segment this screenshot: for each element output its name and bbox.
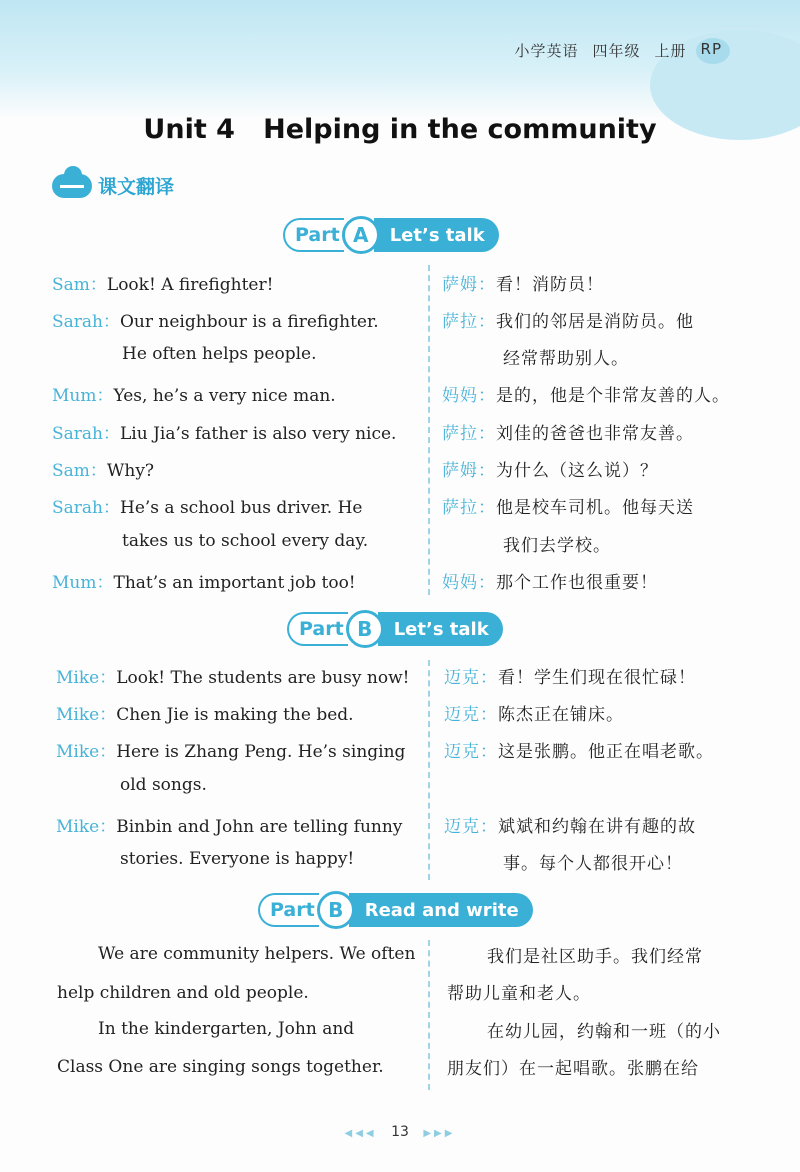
en-text: Liu Jia’s father is also very nice.: [120, 424, 397, 444]
zh-text: 我们去学校。: [503, 536, 611, 556]
zh-speaker: 萨拉：: [442, 498, 496, 518]
en-line: [52, 419, 396, 444]
zh-line: [442, 381, 730, 406]
part-b-read-badge: [258, 893, 533, 927]
part-letter: A: [342, 216, 380, 254]
en-speaker: Mike：: [56, 742, 117, 762]
en-text: Binbin and John are telling funny: [116, 817, 403, 837]
zh-text: 是的，他是个非常友善的人。: [496, 386, 730, 406]
right-arrows-icon: ▶▶▶: [423, 1128, 456, 1139]
en-line: [52, 307, 379, 332]
en-speaker: Sam：: [52, 275, 107, 295]
zh-speaker: 萨姆：: [442, 275, 496, 295]
read-zh-line: 我们是社区助手。我们经常: [487, 947, 703, 967]
en-speaker: Mike：: [56, 668, 117, 688]
en-text: Look! The students are busy now!: [116, 668, 410, 688]
en-line: [122, 531, 368, 551]
part-letter: B: [317, 891, 355, 929]
header-grade: 四年级: [592, 42, 641, 60]
read-en-line: In the kindergarten, John and: [98, 1019, 355, 1039]
zh-line: [444, 700, 624, 725]
zh-speaker: 妈妈：: [442, 573, 496, 593]
zh-text: 那个工作也很重要！: [496, 573, 658, 593]
zh-line: [442, 419, 694, 444]
page-num: 13: [391, 1124, 409, 1140]
column-divider: [428, 265, 430, 595]
part-letter: B: [346, 610, 384, 648]
zh-text: 事。每个人都很开心！: [503, 854, 683, 874]
en-speaker: Mike：: [56, 817, 117, 837]
en-line: [52, 493, 362, 518]
zh-speaker: 萨拉：: [442, 424, 496, 444]
en-line: [56, 812, 402, 837]
en-text: Yes, he’s a very nice man.: [113, 386, 336, 406]
page-title: Unit 4 Helping in the community: [143, 114, 657, 145]
en-text: Why?: [106, 461, 155, 481]
en-text: Look! A firefighter!: [106, 275, 274, 295]
zh-text: 我们的邻居是消防员。他: [496, 312, 694, 332]
zh-text: 这是张鹏。他正在唱老歌。: [498, 742, 714, 762]
zh-speaker: 迈克：: [444, 817, 498, 837]
part-b-talk-badge: [287, 612, 503, 646]
zh-text: 经常帮助别人。: [503, 349, 629, 369]
zh-line: [442, 270, 604, 295]
part-a-badge: [283, 218, 499, 252]
en-speaker: Sarah：: [52, 498, 120, 518]
read-en-line: help children and old people.: [57, 983, 309, 1003]
en-line: [56, 700, 354, 725]
left-arrows-icon: ◀◀◀: [344, 1128, 377, 1139]
section-title: 课文翻译: [98, 176, 175, 198]
zh-text: 为什么（这么说）？: [496, 461, 658, 481]
en-line: [56, 737, 405, 762]
zh-text: 他是校车司机。他每天送: [496, 498, 694, 518]
zh-text: 看！消防员！: [496, 275, 604, 295]
zh-speaker: 迈克：: [444, 742, 498, 762]
en-text: Chen Jie is making the bed.: [116, 705, 354, 725]
zh-speaker: 萨姆：: [442, 461, 496, 481]
zh-text: 看！学生们现在很忙碌！: [498, 668, 696, 688]
zh-line: [442, 493, 694, 518]
en-speaker: Mike：: [56, 705, 117, 725]
en-line: [52, 568, 356, 593]
en-text: Here is Zhang Peng. He’s singing: [116, 742, 406, 762]
en-text: takes us to school every day.: [122, 531, 369, 551]
column-divider: [428, 660, 430, 880]
part-label: Part: [287, 612, 348, 646]
en-speaker: Sarah：: [52, 312, 120, 332]
read-en-line: Class One are singing songs together.: [57, 1057, 384, 1077]
en-text: He often helps people.: [122, 344, 317, 364]
en-line: [52, 381, 336, 406]
part-label: Part: [258, 893, 319, 927]
en-line: [56, 663, 409, 688]
en-line: [52, 270, 273, 295]
zh-line: [442, 456, 658, 481]
zh-line: [444, 663, 696, 688]
en-text: That’s an important job too!: [113, 573, 356, 593]
zh-speaker: 萨拉：: [442, 312, 496, 332]
read-zh-line: 在幼儿园，约翰和一班（的小: [487, 1022, 721, 1042]
zh-speaker: 迈克：: [444, 668, 498, 688]
zh-line: [442, 568, 658, 593]
zh-text: 陈杰正在铺床。: [498, 705, 624, 725]
en-line: [122, 344, 316, 364]
read-zh-line: 帮助儿童和老人。: [447, 984, 591, 1004]
en-speaker: Mum：: [52, 573, 114, 593]
page-number: [0, 1124, 800, 1140]
read-en-line: We are community helpers. We often: [98, 944, 416, 964]
en-line: [120, 775, 207, 795]
running-header: [514, 40, 722, 61]
zh-line: [444, 812, 696, 837]
read-zh-line: 朋友们）在一起唱歌。张鹏在给: [447, 1059, 699, 1079]
en-line: [120, 849, 354, 869]
section-heading: [52, 172, 174, 199]
en-text: stories. Everyone is happy!: [120, 849, 355, 869]
part-title: Read and write: [349, 893, 533, 927]
zh-speaker: 妈妈：: [442, 386, 496, 406]
part-label: Part: [283, 218, 344, 252]
header-volume: 上册: [654, 42, 687, 60]
header-subject: 小学英语: [514, 42, 579, 60]
zh-line: [503, 531, 611, 556]
zh-text: 刘佳的爸爸也非常友善。: [496, 424, 694, 444]
en-text: Our neighbour is a firefighter.: [120, 312, 379, 332]
zh-line: [503, 344, 629, 369]
zh-text: 斌斌和约翰在讲有趣的故: [498, 817, 696, 837]
en-text: old songs.: [120, 775, 207, 795]
en-text: He’s a school bus driver. He: [120, 498, 363, 518]
en-speaker: Mum：: [52, 386, 114, 406]
cloud-icon: [52, 174, 92, 198]
zh-line: [444, 737, 714, 762]
en-speaker: Sam：: [52, 461, 107, 481]
part-title: Let’s talk: [374, 218, 499, 252]
part-title: Let’s talk: [378, 612, 503, 646]
header-edition: RP: [700, 40, 722, 58]
zh-line: [442, 307, 694, 332]
zh-line: [503, 849, 683, 874]
column-divider: [428, 940, 430, 1090]
en-speaker: Sarah：: [52, 424, 120, 444]
zh-speaker: 迈克：: [444, 705, 498, 725]
en-line: [52, 456, 154, 481]
